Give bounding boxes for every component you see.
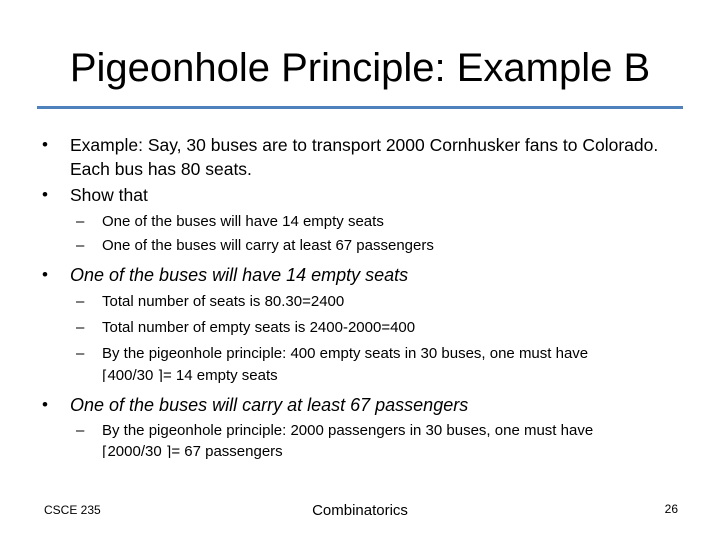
part1-item [76, 317, 416, 339]
bullet-example-cont [70, 157, 252, 181]
footer-topic: Combinatorics [312, 502, 408, 519]
example-text-2: Each bus has 80 seats. [70, 159, 252, 179]
footer-course: CSCE 235 [44, 503, 101, 517]
dash-marker: – [76, 237, 85, 254]
slide-title: Pigeonhole Principle: Example B [69, 46, 651, 90]
ceil-left-symbol: ⌈ [102, 368, 108, 384]
bullet-part1 [42, 263, 409, 287]
part2-item [76, 420, 594, 442]
bullet-marker: • [42, 185, 48, 204]
example-label: Example [70, 135, 139, 155]
part1-formula-line [102, 365, 278, 387]
dash-marker: – [76, 293, 85, 310]
title-underline [37, 106, 683, 109]
part2-item-text: By the pigeonhole principle: 2000 passengers in 30 buses, one must have [102, 422, 594, 439]
example-text: : Say, 30 buses are to transport 2000 Cornhusker fans to Colorado. [138, 135, 659, 155]
part1-item [76, 291, 345, 313]
part2-heading: One of the buses will carry at least 67 passengers [70, 395, 469, 415]
show-item-text: One of the buses will have 14 empty seats [102, 213, 384, 230]
dash-marker: – [76, 319, 85, 336]
ceil-left-symbol: ⌈ [102, 444, 108, 460]
part1-result: = 14 empty seats [163, 367, 278, 384]
part1-item-text: Total number of empty seats is 2400-2000=400 [102, 319, 416, 336]
bullet-marker: • [42, 265, 48, 284]
part1-heading: One of the buses will have 14 empty seats [70, 265, 409, 285]
bullet-marker: • [42, 135, 48, 154]
part2-formula-line [102, 441, 283, 463]
bullet-part2 [42, 393, 469, 417]
ceil-right-symbol: ⌉ [165, 444, 172, 460]
dash-marker: – [76, 345, 85, 362]
bullet-show-that [42, 183, 148, 207]
ceil-right-symbol: ⌉ [157, 368, 163, 384]
bullet-example [42, 133, 659, 157]
part1-item-text: Total number of seats is 80.30=2400 [102, 293, 345, 310]
dash-marker: – [76, 422, 85, 439]
part1-item-text: By the pigeonhole principle: 400 empty seats in 30 buses, one must have [102, 345, 589, 362]
bullet-marker: • [42, 395, 48, 414]
footer-page-number: 26 [664, 502, 678, 516]
part1-formula: 400/30 [107, 367, 154, 384]
show-label: Show that [70, 185, 148, 205]
show-item [76, 211, 384, 233]
part1-item [76, 343, 589, 365]
dash-marker: – [76, 213, 85, 230]
part2-result: = 67 passengers [171, 443, 283, 460]
show-item [76, 235, 434, 257]
part2-formula: 2000/30 [107, 443, 162, 460]
show-item-text: One of the buses will carry at least 67 passengers [102, 237, 434, 254]
